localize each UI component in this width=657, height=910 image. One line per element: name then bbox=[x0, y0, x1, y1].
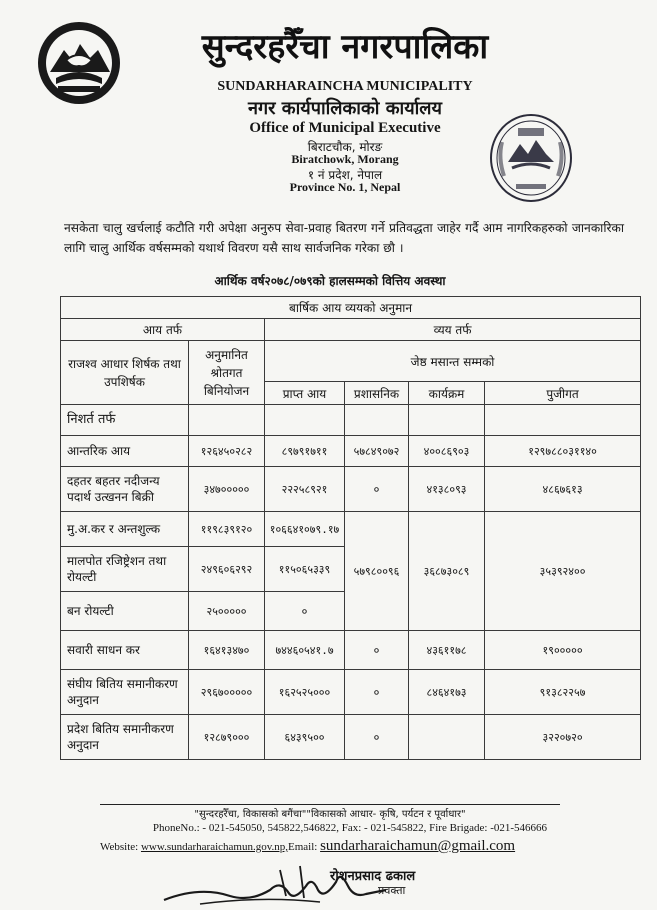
signatory-title: प्रवक्ता bbox=[378, 884, 406, 897]
email-label: Email: bbox=[288, 841, 318, 853]
row-program: ४००८६९०३ bbox=[409, 436, 485, 467]
row-program: ४१३८०९३ bbox=[409, 467, 485, 512]
row-received: ११५०६५३३९ bbox=[265, 547, 345, 592]
footer-divider bbox=[100, 804, 560, 805]
row-name: दहतर बहतर नदीजन्य पदार्थ उत्खनन बिक्री bbox=[61, 467, 189, 512]
table-row bbox=[61, 715, 641, 760]
official-seal-stamp-icon bbox=[488, 112, 574, 204]
row-admin: ० bbox=[345, 715, 409, 760]
row-received: ६४३९५०० bbox=[265, 715, 345, 760]
row-admin: ० bbox=[345, 670, 409, 715]
municipality-emblem-icon bbox=[36, 20, 122, 106]
row-received: ८९७९१७११ bbox=[265, 436, 345, 467]
place-np: बिराटचौक, मोरङ bbox=[307, 140, 383, 154]
col-header-program: कार्यक्रम bbox=[409, 382, 485, 405]
signatory-name: रोशनप्रसाद ढकाल bbox=[330, 869, 416, 884]
row-name: मु.अ.कर र अन्तशुल्क bbox=[61, 512, 189, 547]
table-caption: बार्षिक आय व्ययको अनुमान bbox=[61, 297, 641, 319]
col-header-estimate: अनुमानित श्रोतगत बिनियोजन bbox=[189, 341, 265, 405]
row-name: आन्तरिक आय bbox=[61, 436, 189, 467]
row-estimate: २५००००० bbox=[189, 592, 265, 631]
row-capital: १९००००० bbox=[485, 631, 641, 670]
table-row bbox=[61, 436, 641, 467]
footer-slogan: "सुन्दरहरैँचा, विकासको बगैंचा""विकासको आधार- कृषि, पर्यटन र पूर्वाधार" bbox=[194, 809, 466, 820]
municipality-title-np: सुन्दरहरैँचा नगरपालिका bbox=[201, 27, 489, 67]
merged-capital: ३५३९२४०० bbox=[485, 512, 641, 631]
table-row bbox=[61, 512, 641, 547]
row-received: २२२५८९२१ bbox=[265, 467, 345, 512]
row-received: १६२५२५००० bbox=[265, 670, 345, 715]
row-estimate: १२८७९००० bbox=[189, 715, 265, 760]
table-row bbox=[61, 467, 641, 512]
row-estimate: २४९६०६२९२ bbox=[189, 547, 265, 592]
row-received: ७४४६०५४१.७ bbox=[265, 631, 345, 670]
col-header-received: प्राप्त आय bbox=[265, 382, 345, 405]
col-header-capital: पुजीगत bbox=[485, 382, 641, 405]
financial-status-table bbox=[60, 296, 641, 760]
footer-phone: PhoneNo.: - 021-545050, 545822,546822, Fax: - 021-545822, Fire Brigade: -021-546666 bbox=[152, 822, 548, 834]
row-capital: ३२२०७२० bbox=[485, 715, 641, 760]
province-en: Province No. 1, Nepal bbox=[289, 180, 401, 194]
row-estimate: १२६४५०२८२ bbox=[189, 436, 265, 467]
table-row bbox=[61, 631, 641, 670]
table-row bbox=[61, 297, 641, 319]
table-title: आर्थिक वर्ष२०७८/०७९को हालसम्मको वित्तिय अवस्था bbox=[214, 274, 446, 288]
table-row bbox=[61, 319, 641, 341]
row-admin: ० bbox=[345, 631, 409, 670]
office-title-np: नगर कार्यपालिकाको कार्यालय bbox=[248, 98, 442, 119]
row-program bbox=[409, 715, 485, 760]
intro-paragraph: नसकेता चालु खर्चलाई कटौति गरी अपेक्षा अनुरुप सेवा-प्रवाह बितरण गर्ने प्रतिवद्धता जाहेर गर्दै आम नागरिकहरुको जानकारिका लागि चालु आर्थिक वर्षसम्मको यथार्थ विवरण यसै साथ सार्वजनिक गरेका छौ । bbox=[64, 221, 624, 255]
row-capital: १२९७८८०३११४० bbox=[485, 436, 641, 467]
row-received: ० bbox=[265, 592, 345, 631]
municipality-title-en: SUNDARHARAINCHA MUNICIPALITY bbox=[217, 79, 473, 94]
table-row bbox=[61, 341, 641, 382]
row-name: बन रोयल्टी bbox=[61, 592, 189, 631]
col-header-period: जेष्ठ मसान्त सम्मको bbox=[265, 341, 641, 382]
income-side-header: आय तर्फ bbox=[61, 319, 265, 341]
row-received: १०६६४१०७९.१७ bbox=[265, 512, 345, 547]
row-name: प्रदेश बितिय समानीकरण अनुदान bbox=[61, 715, 189, 760]
row-program: ८४६४१७३ bbox=[409, 670, 485, 715]
row-estimate: ३४७००००० bbox=[189, 467, 265, 512]
table-row bbox=[61, 405, 641, 436]
footer-website-line bbox=[100, 838, 600, 855]
row-admin: ० bbox=[345, 467, 409, 512]
row-estimate: ११९८३९१२० bbox=[189, 512, 265, 547]
website-label: Website: bbox=[100, 841, 139, 853]
table-row bbox=[61, 670, 641, 715]
row-name: सवारी साधन कर bbox=[61, 631, 189, 670]
row-name: मालपोत रजिष्ट्रेशन तथा रोयल्टी bbox=[61, 547, 189, 592]
website-link[interactable]: www.sundarharaichamun.gov.np, bbox=[140, 841, 289, 853]
email-link[interactable]: sundarharaichamun@gmail.com bbox=[320, 838, 516, 854]
row-estimate: १६४१३४७० bbox=[189, 631, 265, 670]
province-np: १ नं प्रदेश, नेपाल bbox=[307, 168, 383, 182]
row-capital: ९१३८२२५७ bbox=[485, 670, 641, 715]
place-en: Biratchowk, Morang bbox=[291, 152, 399, 166]
row-admin: ५७८४९०७२ bbox=[345, 436, 409, 467]
merged-program: ३६८७३०८९ bbox=[409, 512, 485, 631]
row-estimate: २९६७००००० bbox=[189, 670, 265, 715]
expense-side-header: व्यय तर्फ bbox=[265, 319, 641, 341]
row-capital: ४८६७६१३ bbox=[485, 467, 641, 512]
col-header-heading: राजश्व आधार शिर्षक तथा उपशिर्षक bbox=[61, 341, 189, 405]
merged-admin: ५७९८००९६ bbox=[345, 512, 409, 631]
office-title-en: Office of Municipal Executive bbox=[249, 120, 441, 136]
row-name: संघीय बितिय समानीकरण अनुदान bbox=[61, 670, 189, 715]
group-label: निशर्त तर्फ bbox=[61, 405, 189, 436]
col-header-admin: प्रशासनिक bbox=[345, 382, 409, 405]
row-program: ४३६११७८ bbox=[409, 631, 485, 670]
